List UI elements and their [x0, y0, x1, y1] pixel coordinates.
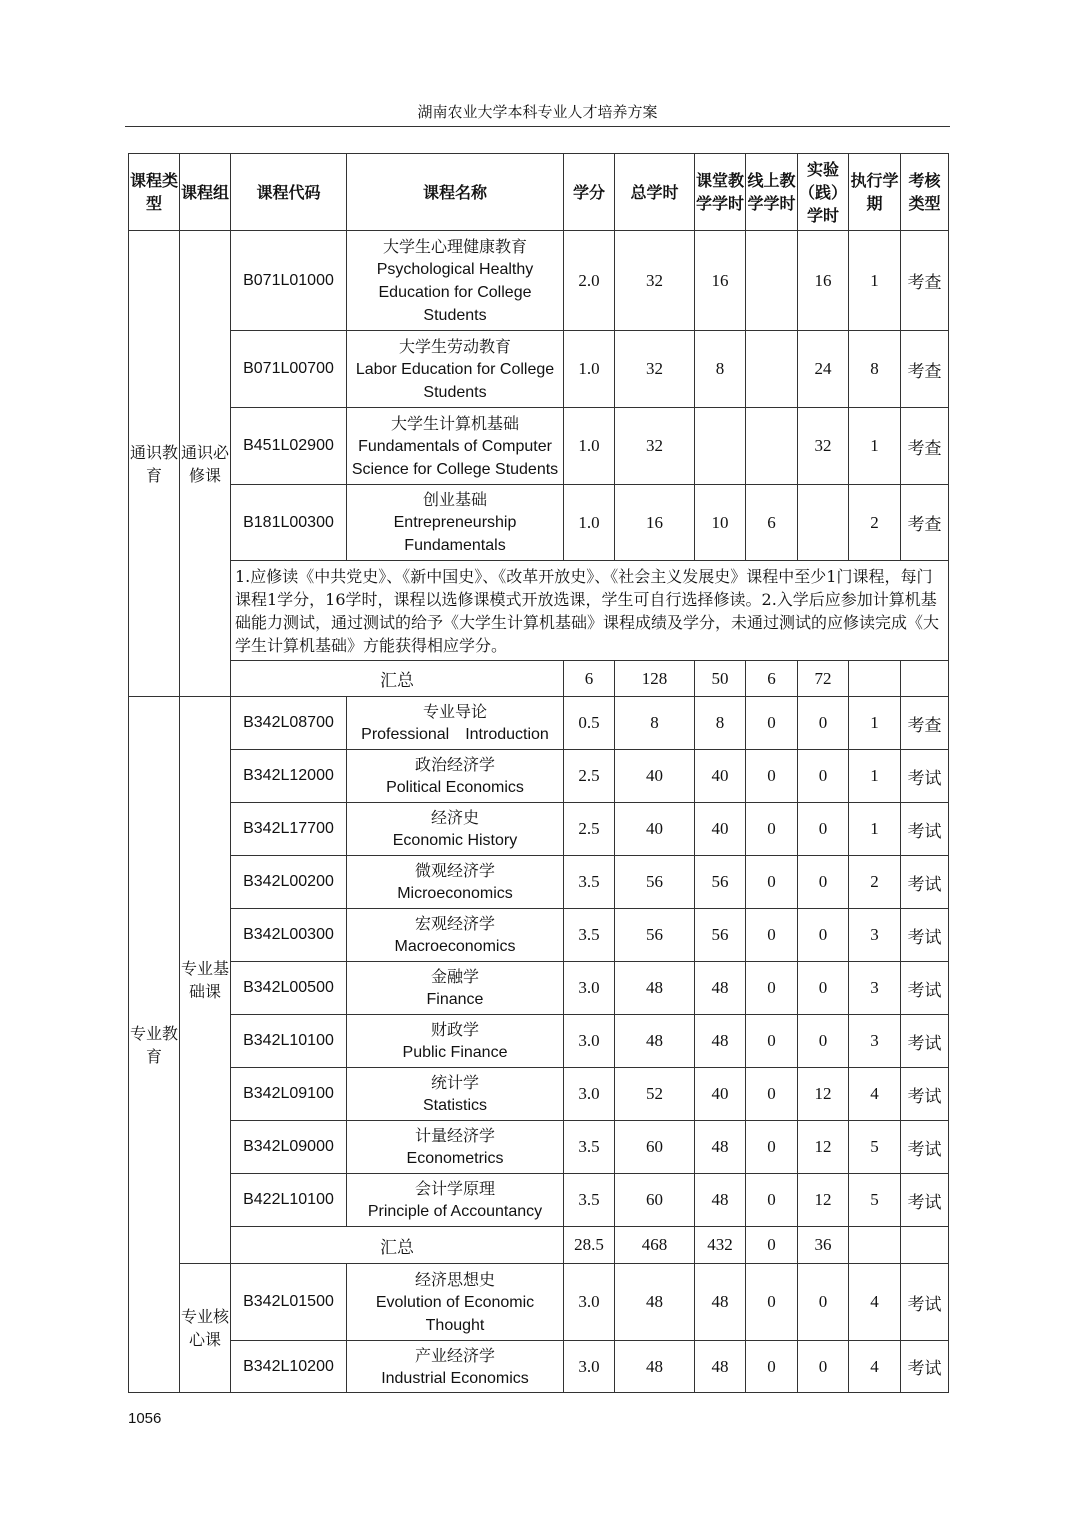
online-hours: 0 [746, 962, 798, 1015]
lab-hours: 12 [798, 1068, 849, 1121]
course-name-en: Entrepreneurship Fundamentals [393, 514, 517, 554]
summary-label: 汇总 [231, 661, 564, 697]
credit: 3.0 [564, 1068, 615, 1121]
course-name [347, 231, 564, 331]
course-name-en: Political Economics [386, 779, 524, 796]
course-group-cell: 专业基础课 [180, 697, 231, 1264]
table-row [129, 331, 949, 408]
course-name-en: Finance [426, 991, 484, 1008]
curriculum-table [128, 153, 949, 1393]
col-header: 课程类型 [129, 154, 180, 231]
credit: 3.5 [564, 1121, 615, 1174]
classroom-hours: 40 [695, 1068, 746, 1121]
course-name [347, 1015, 564, 1068]
course-name-zh: 政治经济学 [414, 755, 495, 774]
lab-hours: 0 [798, 856, 849, 909]
total-hours: 40 [615, 750, 695, 803]
credit: 3.5 [564, 1174, 615, 1227]
credit: 3.0 [564, 962, 615, 1015]
summary-classroom: 432 [695, 1227, 746, 1264]
lab-hours: 12 [798, 1121, 849, 1174]
lab-hours: 0 [798, 1264, 849, 1341]
total-hours: 48 [615, 962, 695, 1015]
credit: 2.5 [564, 750, 615, 803]
course-name-en: Fundamentals of Computer Science for College Students [351, 437, 559, 478]
lab-hours: 32 [798, 408, 849, 485]
credit: 1.0 [564, 408, 615, 485]
lab-hours: 0 [798, 803, 849, 856]
total-hours: 32 [615, 331, 695, 408]
course-name-zh: 经济史 [430, 808, 479, 827]
course-name-zh: 经济思想史 [414, 1269, 495, 1289]
total-hours: 48 [615, 1015, 695, 1068]
term: 3 [849, 1015, 901, 1068]
course-code: B451L02900 [231, 408, 347, 485]
course-name-zh: 统计学 [430, 1073, 479, 1092]
term: 8 [849, 331, 901, 408]
summary-online: 0 [746, 1227, 798, 1264]
total-hours: 60 [615, 1174, 695, 1227]
term: 1 [849, 803, 901, 856]
classroom-hours: 40 [695, 803, 746, 856]
exam-type: 考试 [901, 750, 949, 803]
course-name-zh: 创业基础 [422, 490, 487, 509]
total-hours: 32 [615, 408, 695, 485]
classroom-hours: 16 [695, 231, 746, 331]
exam-type: 考试 [901, 1068, 949, 1121]
summary-empty [849, 661, 901, 697]
exam-type: 考试 [901, 962, 949, 1015]
course-code: B342L01500 [231, 1264, 347, 1341]
course-name [347, 485, 564, 561]
lab-hours: 24 [798, 331, 849, 408]
course-name-en: Economic History [392, 832, 518, 849]
course-code: B342L10100 [231, 1015, 347, 1068]
table-row [129, 803, 949, 856]
course-code: B181L00300 [231, 485, 347, 561]
credit: 1.0 [564, 485, 615, 561]
course-name-zh: 大学生心理健康教育 [382, 236, 527, 256]
exam-type: 考试 [901, 803, 949, 856]
classroom-hours: 48 [695, 1121, 746, 1174]
course-name [347, 1174, 564, 1227]
lab-hours: 0 [798, 909, 849, 962]
summary-total: 468 [615, 1227, 695, 1264]
total-hours: 40 [615, 803, 695, 856]
term: 4 [849, 1264, 901, 1341]
course-name [347, 803, 564, 856]
term: 4 [849, 1341, 901, 1393]
lab-hours: 0 [798, 697, 849, 750]
course-code: B342L09000 [231, 1121, 347, 1174]
online-hours [746, 408, 798, 485]
course-code: B342L12000 [231, 750, 347, 803]
course-name-zh: 大学生计算机基础 [390, 413, 519, 433]
course-name-zh: 大学生劳动教育 [398, 336, 511, 356]
term: 1 [849, 697, 901, 750]
col-header: 课程名称 [347, 154, 564, 231]
exam-type: 考试 [901, 1264, 949, 1341]
table-header-row [129, 154, 949, 231]
summary-empty [901, 661, 949, 697]
term: 3 [849, 909, 901, 962]
course-code: B342L00200 [231, 856, 347, 909]
online-hours [746, 331, 798, 408]
course-type-cell: 通识教育 [129, 231, 180, 697]
classroom-hours [695, 408, 746, 485]
summary-row [129, 1227, 949, 1264]
classroom-hours: 8 [695, 697, 746, 750]
lab-hours: 0 [798, 1015, 849, 1068]
online-hours: 0 [746, 1015, 798, 1068]
exam-type: 考查 [901, 231, 949, 331]
classroom-hours: 48 [695, 962, 746, 1015]
note-row [129, 561, 949, 661]
table-row [129, 408, 949, 485]
table-row [129, 1174, 949, 1227]
credit: 3.0 [564, 1341, 615, 1393]
course-name-en: Industrial Economics [381, 1369, 529, 1387]
course-name-zh: 计量经济学 [414, 1126, 495, 1145]
classroom-hours: 48 [695, 1015, 746, 1068]
course-code: B342L00300 [231, 909, 347, 962]
total-hours: 60 [615, 1121, 695, 1174]
online-hours: 0 [746, 1341, 798, 1393]
table-row [129, 231, 949, 331]
total-hours: 32 [615, 231, 695, 331]
credit: 3.0 [564, 1015, 615, 1068]
course-name-en: Econometrics [406, 1150, 504, 1167]
total-hours: 56 [615, 856, 695, 909]
col-header: 实验（践）学时 [798, 154, 849, 231]
course-group-cell: 专业核心课 [180, 1264, 231, 1393]
course-name-en: Professional Introduction [361, 726, 549, 743]
classroom-hours: 8 [695, 331, 746, 408]
lab-hours: 12 [798, 1174, 849, 1227]
section-note: 1.应修读《中共党史》、《新中国史》、《改革开放史》、《社会主义发展史》课程中至少1门课程，每门课程1学分，16学时，课程以选修课模式开放选课，学生可自行选择修读。2.入学后应参加计算机基础能力测试，通过测试的给予《大学生计算机基础》课程成绩及学分，未通过测试的应修读完成《大学生计算机基础》方能获得相应学分。 [231, 561, 949, 661]
classroom-hours: 56 [695, 856, 746, 909]
table-row [129, 750, 949, 803]
online-hours: 0 [746, 1121, 798, 1174]
course-name [347, 331, 564, 408]
term: 1 [849, 231, 901, 331]
total-hours: 56 [615, 909, 695, 962]
exam-type: 考查 [901, 331, 949, 408]
lab-hours: 16 [798, 231, 849, 331]
course-name-en: Labor Education for College Students [355, 360, 555, 401]
total-hours: 16 [615, 485, 695, 561]
online-hours: 0 [746, 1174, 798, 1227]
course-name-en: Statistics [422, 1097, 487, 1114]
term: 2 [849, 485, 901, 561]
credit: 3.0 [564, 1264, 615, 1341]
table-row [129, 1264, 949, 1341]
page-header: 湖南农业大学本科专业人才培养方案 [125, 98, 950, 127]
term: 5 [849, 1174, 901, 1227]
credit: 2.5 [564, 803, 615, 856]
online-hours: 0 [746, 856, 798, 909]
classroom-hours: 40 [695, 750, 746, 803]
classroom-hours: 10 [695, 485, 746, 561]
term: 1 [849, 408, 901, 485]
summary-online: 6 [746, 661, 798, 697]
course-code: B342L00500 [231, 962, 347, 1015]
col-header: 线上教学学时 [746, 154, 798, 231]
course-name-en: Public Finance [402, 1044, 508, 1061]
summary-lab: 36 [798, 1227, 849, 1264]
course-name-en: Principle of Accountancy [367, 1203, 543, 1220]
course-group-cell: 通识必修课 [180, 231, 231, 697]
col-header: 执行学期 [849, 154, 901, 231]
course-name [347, 909, 564, 962]
online-hours: 0 [746, 909, 798, 962]
course-name [347, 697, 564, 750]
course-name-zh: 产业经济学 [414, 1345, 495, 1365]
table-row [129, 1121, 949, 1174]
course-name [347, 856, 564, 909]
term: 3 [849, 962, 901, 1015]
term: 2 [849, 856, 901, 909]
credit: 3.5 [564, 856, 615, 909]
course-code: B422L10100 [231, 1174, 347, 1227]
credit: 3.5 [564, 909, 615, 962]
total-hours: 52 [615, 1068, 695, 1121]
credit: 2.0 [564, 231, 615, 331]
course-name-zh: 财政学 [430, 1020, 479, 1039]
course-code: B342L17700 [231, 803, 347, 856]
course-name [347, 1121, 564, 1174]
table-row [129, 1068, 949, 1121]
course-name-zh: 专业导论 [422, 702, 487, 721]
lab-hours: 0 [798, 750, 849, 803]
course-name-zh: 会计学原理 [414, 1179, 495, 1198]
course-code: B342L08700 [231, 697, 347, 750]
lab-hours [798, 485, 849, 561]
col-header: 考核类型 [901, 154, 949, 231]
course-name-zh: 金融学 [430, 967, 479, 986]
col-header: 课堂教学学时 [695, 154, 746, 231]
summary-label: 汇总 [231, 1227, 564, 1264]
total-hours: 48 [615, 1264, 695, 1341]
course-code: B071L00700 [231, 331, 347, 408]
course-code: B342L09100 [231, 1068, 347, 1121]
online-hours: 0 [746, 803, 798, 856]
classroom-hours: 48 [695, 1264, 746, 1341]
online-hours: 0 [746, 697, 798, 750]
summary-total: 128 [615, 661, 695, 697]
exam-type: 考查 [901, 697, 949, 750]
exam-type: 考试 [901, 909, 949, 962]
course-name [347, 750, 564, 803]
course-code: B071L01000 [231, 231, 347, 331]
term: 1 [849, 750, 901, 803]
summary-empty [849, 1227, 901, 1264]
term: 4 [849, 1068, 901, 1121]
table-row [129, 962, 949, 1015]
table-row [129, 1341, 949, 1393]
course-name [347, 962, 564, 1015]
exam-type: 考查 [901, 485, 949, 561]
course-name [347, 1264, 564, 1341]
exam-type: 考试 [901, 1015, 949, 1068]
col-header: 课程代码 [231, 154, 347, 231]
course-name [347, 408, 564, 485]
table-row [129, 697, 949, 750]
course-code: B342L10200 [231, 1341, 347, 1393]
course-name-zh: 微观经济学 [414, 861, 495, 880]
lab-hours: 0 [798, 1341, 849, 1393]
col-header: 总学时 [615, 154, 695, 231]
online-hours: 0 [746, 1068, 798, 1121]
course-name [347, 1068, 564, 1121]
online-hours: 0 [746, 1264, 798, 1341]
table-row [129, 909, 949, 962]
col-header: 课程组 [180, 154, 231, 231]
summary-lab: 72 [798, 661, 849, 697]
summary-empty [901, 1227, 949, 1264]
summary-row [129, 661, 949, 697]
summary-classroom: 50 [695, 661, 746, 697]
credit: 0.5 [564, 697, 615, 750]
online-hours: 0 [746, 750, 798, 803]
classroom-hours: 48 [695, 1341, 746, 1393]
exam-type: 考试 [901, 1121, 949, 1174]
course-name-en: Microeconomics [397, 885, 513, 902]
exam-type: 考试 [901, 1341, 949, 1393]
exam-type: 考查 [901, 408, 949, 485]
course-name [347, 1341, 564, 1393]
exam-type: 考试 [901, 856, 949, 909]
term: 5 [849, 1121, 901, 1174]
summary-credit: 28.5 [564, 1227, 615, 1264]
table-row [129, 1015, 949, 1068]
table-row [129, 856, 949, 909]
table-row [129, 485, 949, 561]
credit: 1.0 [564, 331, 615, 408]
classroom-hours: 56 [695, 909, 746, 962]
col-header: 学分 [564, 154, 615, 231]
exam-type: 考试 [901, 1174, 949, 1227]
course-name-en: Evolution of Economic Thought [375, 1293, 535, 1334]
page-number: 1056 [128, 1410, 162, 1427]
online-hours: 6 [746, 485, 798, 561]
summary-credit: 6 [564, 661, 615, 697]
course-name-zh: 宏观经济学 [414, 914, 495, 933]
total-hours: 8 [615, 697, 695, 750]
classroom-hours: 48 [695, 1174, 746, 1227]
course-type-cell: 专业教育 [129, 697, 180, 1393]
course-name-en: Psychological Healthy Education for College Students [376, 260, 534, 324]
total-hours: 48 [615, 1341, 695, 1393]
lab-hours: 0 [798, 962, 849, 1015]
course-name-en: Macroeconomics [394, 938, 516, 955]
online-hours [746, 231, 798, 331]
